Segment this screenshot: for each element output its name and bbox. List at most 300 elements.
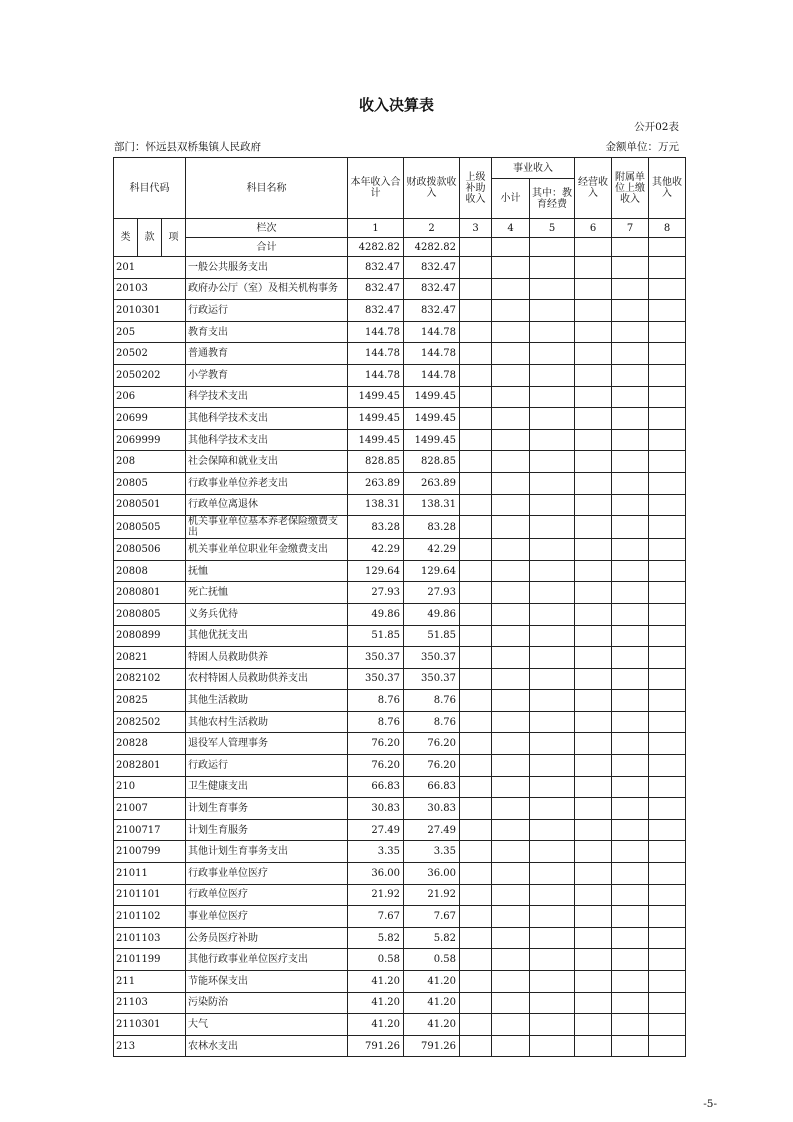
empty-cell — [530, 516, 575, 539]
header-subtotal: 小计 — [492, 179, 530, 219]
empty-cell — [492, 278, 530, 300]
income-table — [113, 157, 686, 1057]
empty-cell — [460, 625, 492, 647]
empty-cell — [612, 668, 649, 690]
empty-cell — [492, 776, 530, 798]
subject-name-cell: 行政事业单位养老支出 — [186, 472, 348, 494]
empty-cell — [575, 603, 612, 625]
subject-name-cell: 社会保障和就业支出 — [186, 451, 348, 473]
empty-cell — [530, 582, 575, 604]
table-row — [114, 257, 686, 279]
fiscal-cell: 832.47 — [404, 278, 460, 300]
total-cell: 3.35 — [348, 841, 404, 863]
empty-cell — [612, 884, 649, 906]
total-cell: 832.47 — [348, 300, 404, 322]
empty-cell — [460, 971, 492, 993]
fiscal-cell: 1499.45 — [404, 386, 460, 408]
empty-cell — [530, 841, 575, 863]
empty-cell — [649, 238, 686, 257]
empty-cell — [460, 776, 492, 798]
total-cell: 41.20 — [348, 992, 404, 1014]
subject-name-cell: 其他科学技术支出 — [186, 408, 348, 430]
total-cell: 0.58 — [348, 949, 404, 971]
table-row — [114, 884, 686, 906]
empty-cell — [460, 884, 492, 906]
empty-cell — [530, 560, 575, 582]
fiscal-cell: 36.00 — [404, 863, 460, 885]
empty-cell — [530, 884, 575, 906]
subject-name-cell: 行政运行 — [186, 755, 348, 777]
empty-cell — [492, 755, 530, 777]
empty-cell — [575, 278, 612, 300]
table-row — [114, 971, 686, 993]
empty-cell — [575, 238, 612, 257]
subject-code-cell: 2101102 — [114, 906, 186, 928]
empty-cell — [612, 798, 649, 820]
empty-cell — [530, 776, 575, 798]
fiscal-cell: 138.31 — [404, 494, 460, 516]
empty-cell — [460, 516, 492, 539]
empty-cell — [612, 755, 649, 777]
table-row — [114, 539, 686, 561]
empty-cell — [612, 776, 649, 798]
empty-cell — [460, 429, 492, 451]
empty-cell — [492, 949, 530, 971]
empty-cell — [575, 906, 612, 928]
empty-cell — [492, 603, 530, 625]
fiscal-cell: 1499.45 — [404, 408, 460, 430]
subject-name-cell: 公务员医疗补助 — [186, 927, 348, 949]
total-cell: 41.20 — [348, 1014, 404, 1036]
empty-cell — [530, 386, 575, 408]
empty-cell — [649, 863, 686, 885]
empty-cell — [575, 472, 612, 494]
table-row — [114, 516, 686, 539]
empty-cell — [575, 1035, 612, 1057]
empty-cell — [575, 321, 612, 343]
table-row — [114, 819, 686, 841]
empty-cell — [575, 560, 612, 582]
header-superior: 上级补助收入 — [460, 158, 492, 219]
subject-name-cell: 卫生健康支出 — [186, 776, 348, 798]
empty-cell — [530, 472, 575, 494]
table-row — [114, 798, 686, 820]
subject-name-cell: 行政事业单位医疗 — [186, 863, 348, 885]
header-education: 其中：教育经费 — [530, 179, 575, 219]
empty-cell — [612, 238, 649, 257]
empty-cell — [530, 971, 575, 993]
fiscal-cell: 42.29 — [404, 539, 460, 561]
empty-cell — [460, 494, 492, 516]
total-cell: 1499.45 — [348, 408, 404, 430]
subject-code-cell: 20502 — [114, 343, 186, 365]
table-row — [114, 1035, 686, 1057]
empty-cell — [612, 451, 649, 473]
empty-cell — [492, 884, 530, 906]
empty-cell — [575, 429, 612, 451]
fiscal-cell: 49.86 — [404, 603, 460, 625]
total-cell: 1499.45 — [348, 386, 404, 408]
header-kuan: 款 — [138, 219, 162, 257]
subject-name-cell: 政府办公厅（室）及相关机构事务 — [186, 278, 348, 300]
table-row — [114, 776, 686, 798]
empty-cell — [649, 733, 686, 755]
empty-cell — [530, 300, 575, 322]
empty-cell — [460, 863, 492, 885]
total-cell: 41.20 — [348, 971, 404, 993]
header-xiang: 项 — [162, 219, 186, 257]
table-row — [114, 949, 686, 971]
empty-cell — [649, 343, 686, 365]
empty-cell — [612, 603, 649, 625]
table-row — [114, 278, 686, 300]
empty-cell — [612, 516, 649, 539]
empty-cell — [612, 625, 649, 647]
empty-cell — [649, 992, 686, 1014]
empty-cell — [649, 582, 686, 604]
total-cell: 138.31 — [348, 494, 404, 516]
empty-cell — [612, 971, 649, 993]
empty-cell — [575, 755, 612, 777]
empty-cell — [530, 539, 575, 561]
header-subject-name: 科目名称 — [186, 158, 348, 219]
table-row — [114, 755, 686, 777]
empty-cell — [649, 408, 686, 430]
empty-cell — [649, 539, 686, 561]
empty-cell — [492, 798, 530, 820]
header-fiscal: 财政拨款收入 — [404, 158, 460, 219]
subject-code-cell: 21011 — [114, 863, 186, 885]
empty-cell — [649, 364, 686, 386]
table-row — [114, 429, 686, 451]
subject-code-cell: 20808 — [114, 560, 186, 582]
subject-code-cell: 2100799 — [114, 841, 186, 863]
empty-cell — [575, 257, 612, 279]
subject-code-cell: 20103 — [114, 278, 186, 300]
empty-cell — [460, 1035, 492, 1057]
empty-cell — [575, 733, 612, 755]
empty-cell — [460, 668, 492, 690]
fiscal-cell: 41.20 — [404, 971, 460, 993]
table-row — [114, 300, 686, 322]
total-cell: 144.78 — [348, 321, 404, 343]
empty-cell — [492, 300, 530, 322]
empty-cell — [530, 278, 575, 300]
fiscal-cell: 350.37 — [404, 668, 460, 690]
empty-cell — [460, 1014, 492, 1036]
table-row — [114, 408, 686, 430]
empty-cell — [492, 516, 530, 539]
sum-label: 合计 — [186, 238, 348, 257]
empty-cell — [649, 603, 686, 625]
empty-cell — [460, 278, 492, 300]
empty-cell — [530, 257, 575, 279]
empty-cell — [530, 668, 575, 690]
col-num-3: 3 — [460, 219, 492, 238]
total-cell: 350.37 — [348, 647, 404, 669]
empty-cell — [575, 884, 612, 906]
table-row — [114, 603, 686, 625]
empty-cell — [530, 364, 575, 386]
empty-cell — [575, 625, 612, 647]
total-cell: 791.26 — [348, 1035, 404, 1057]
subject-code-cell: 205 — [114, 321, 186, 343]
fiscal-cell: 144.78 — [404, 364, 460, 386]
table-row — [114, 472, 686, 494]
total-cell: 7.67 — [348, 906, 404, 928]
table-row — [114, 906, 686, 928]
fiscal-cell: 8.76 — [404, 711, 460, 733]
table-row — [114, 841, 686, 863]
subject-name-cell: 农村特困人员救助供养支出 — [186, 668, 348, 690]
subject-name-cell: 行政单位医疗 — [186, 884, 348, 906]
empty-cell — [612, 949, 649, 971]
subject-code-cell: 21103 — [114, 992, 186, 1014]
empty-cell — [649, 690, 686, 712]
subject-code-cell: 213 — [114, 1035, 186, 1057]
subject-name-cell: 大气 — [186, 1014, 348, 1036]
total-cell: 36.00 — [348, 863, 404, 885]
subject-code-cell: 201 — [114, 257, 186, 279]
subject-code-cell: 2080899 — [114, 625, 186, 647]
subject-code-cell: 2082502 — [114, 711, 186, 733]
subject-name-cell: 其他计划生育事务支出 — [186, 841, 348, 863]
empty-cell — [649, 647, 686, 669]
empty-cell — [575, 539, 612, 561]
table-row — [114, 321, 686, 343]
empty-cell — [649, 321, 686, 343]
header-lei: 类 — [114, 219, 138, 257]
empty-cell — [612, 386, 649, 408]
empty-cell — [460, 321, 492, 343]
empty-cell — [612, 494, 649, 516]
empty-cell — [492, 971, 530, 993]
empty-cell — [530, 321, 575, 343]
empty-cell — [575, 582, 612, 604]
empty-cell — [649, 429, 686, 451]
empty-cell — [460, 408, 492, 430]
empty-cell — [612, 582, 649, 604]
total-cell: 263.89 — [348, 472, 404, 494]
empty-cell — [649, 300, 686, 322]
total-cell: 129.64 — [348, 560, 404, 582]
table-row — [114, 451, 686, 473]
subject-name-cell: 其他生活救助 — [186, 690, 348, 712]
empty-cell — [492, 494, 530, 516]
empty-cell — [575, 927, 612, 949]
header-operating: 经营收入 — [575, 158, 612, 219]
total-cell: 83.28 — [348, 516, 404, 539]
empty-cell — [492, 321, 530, 343]
empty-cell — [649, 798, 686, 820]
empty-cell — [612, 539, 649, 561]
total-cell: 8.76 — [348, 711, 404, 733]
subject-code-cell: 2110301 — [114, 1014, 186, 1036]
fiscal-cell: 27.49 — [404, 819, 460, 841]
fiscal-cell: 263.89 — [404, 472, 460, 494]
fiscal-cell: 144.78 — [404, 343, 460, 365]
unit-label: 金额单位：万元 — [605, 141, 679, 153]
sum-fiscal: 4282.82 — [404, 238, 460, 257]
empty-cell — [492, 539, 530, 561]
empty-cell — [460, 819, 492, 841]
subject-name-cell: 抚恤 — [186, 560, 348, 582]
header-subject-code: 科目代码 — [114, 158, 186, 219]
empty-cell — [612, 1035, 649, 1057]
total-cell: 66.83 — [348, 776, 404, 798]
empty-cell — [649, 949, 686, 971]
subject-code-cell: 2050202 — [114, 364, 186, 386]
empty-cell — [575, 364, 612, 386]
empty-cell — [530, 494, 575, 516]
total-cell: 828.85 — [348, 451, 404, 473]
subject-code-cell: 2082102 — [114, 668, 186, 690]
empty-cell — [649, 1014, 686, 1036]
empty-cell — [460, 364, 492, 386]
col-num-8: 8 — [649, 219, 686, 238]
subject-code-cell: 20805 — [114, 472, 186, 494]
fiscal-cell: 76.20 — [404, 733, 460, 755]
subject-name-cell: 教育支出 — [186, 321, 348, 343]
empty-cell — [530, 603, 575, 625]
empty-cell — [492, 733, 530, 755]
empty-cell — [530, 819, 575, 841]
table-row — [114, 992, 686, 1014]
empty-cell — [649, 386, 686, 408]
fiscal-cell: 27.93 — [404, 582, 460, 604]
empty-cell — [492, 451, 530, 473]
empty-cell — [460, 690, 492, 712]
fiscal-cell: 7.67 — [404, 906, 460, 928]
empty-cell — [460, 927, 492, 949]
total-cell: 144.78 — [348, 364, 404, 386]
subject-code-cell: 2101101 — [114, 884, 186, 906]
empty-cell — [530, 798, 575, 820]
empty-cell — [530, 451, 575, 473]
empty-cell — [530, 755, 575, 777]
fiscal-cell: 30.83 — [404, 798, 460, 820]
table-row — [114, 668, 686, 690]
total-cell: 1499.45 — [348, 429, 404, 451]
fiscal-cell: 350.37 — [404, 647, 460, 669]
empty-cell — [460, 733, 492, 755]
empty-cell — [460, 755, 492, 777]
subject-name-cell: 退役军人管理事务 — [186, 733, 348, 755]
fiscal-cell: 828.85 — [404, 451, 460, 473]
empty-cell — [649, 1035, 686, 1057]
empty-cell — [530, 992, 575, 1014]
table-row — [114, 343, 686, 365]
header-affiliated: 附属单位上缴收入 — [612, 158, 649, 219]
subject-name-cell: 机关事业单位职业年金缴费支出 — [186, 539, 348, 561]
header-other: 其他收入 — [649, 158, 686, 219]
empty-cell — [492, 690, 530, 712]
header-lanci: 栏次 — [186, 219, 348, 238]
empty-cell — [530, 429, 575, 451]
empty-cell — [575, 798, 612, 820]
subject-code-cell: 2080501 — [114, 494, 186, 516]
col-num-2: 2 — [404, 219, 460, 238]
table-row — [114, 690, 686, 712]
subject-code-cell: 2100717 — [114, 819, 186, 841]
subject-name-cell: 死亡抚恤 — [186, 582, 348, 604]
table-row — [114, 364, 686, 386]
subject-code-cell: 206 — [114, 386, 186, 408]
empty-cell — [612, 927, 649, 949]
fiscal-cell: 83.28 — [404, 516, 460, 539]
empty-cell — [492, 1014, 530, 1036]
table-row — [114, 927, 686, 949]
subject-code-cell: 208 — [114, 451, 186, 473]
empty-cell — [460, 711, 492, 733]
empty-cell — [649, 472, 686, 494]
empty-cell — [649, 494, 686, 516]
empty-cell — [649, 560, 686, 582]
total-cell: 51.85 — [348, 625, 404, 647]
empty-cell — [575, 408, 612, 430]
subject-name-cell: 行政运行 — [186, 300, 348, 322]
subject-name-cell: 计划生育事务 — [186, 798, 348, 820]
empty-cell — [492, 1035, 530, 1057]
col-num-4: 4 — [492, 219, 530, 238]
empty-cell — [530, 711, 575, 733]
total-cell: 21.92 — [348, 884, 404, 906]
empty-cell — [492, 841, 530, 863]
total-cell: 42.29 — [348, 539, 404, 561]
subject-code-cell: 20699 — [114, 408, 186, 430]
fiscal-cell: 144.78 — [404, 321, 460, 343]
total-cell: 350.37 — [348, 668, 404, 690]
total-cell: 27.49 — [348, 819, 404, 841]
empty-cell — [530, 690, 575, 712]
empty-cell — [530, 927, 575, 949]
subject-name-cell: 特困人员救助供养 — [186, 647, 348, 669]
table-row — [114, 711, 686, 733]
subject-code-cell: 210 — [114, 776, 186, 798]
empty-cell — [649, 819, 686, 841]
empty-cell — [612, 819, 649, 841]
empty-cell — [530, 343, 575, 365]
subject-code-cell: 2080505 — [114, 516, 186, 539]
empty-cell — [492, 647, 530, 669]
empty-cell — [649, 451, 686, 473]
empty-cell — [492, 582, 530, 604]
subject-code-cell: 2080506 — [114, 539, 186, 561]
fiscal-cell: 41.20 — [404, 1014, 460, 1036]
fiscal-cell: 0.58 — [404, 949, 460, 971]
empty-cell — [492, 906, 530, 928]
empty-cell — [649, 711, 686, 733]
empty-cell — [460, 300, 492, 322]
table-row — [114, 647, 686, 669]
subject-name-cell: 事业单位医疗 — [186, 906, 348, 928]
empty-cell — [612, 408, 649, 430]
page-title: 收入决算表 — [358, 96, 434, 114]
subject-name-cell: 科学技术支出 — [186, 386, 348, 408]
total-cell: 30.83 — [348, 798, 404, 820]
empty-cell — [612, 992, 649, 1014]
table-row — [114, 733, 686, 755]
fiscal-cell: 129.64 — [404, 560, 460, 582]
fiscal-cell: 3.35 — [404, 841, 460, 863]
subject-code-cell: 2101199 — [114, 949, 186, 971]
subject-name-cell: 其他农村生活救助 — [186, 711, 348, 733]
subject-name-cell: 一般公共服务支出 — [186, 257, 348, 279]
empty-cell — [530, 863, 575, 885]
empty-cell — [612, 690, 649, 712]
empty-cell — [649, 625, 686, 647]
empty-cell — [460, 451, 492, 473]
